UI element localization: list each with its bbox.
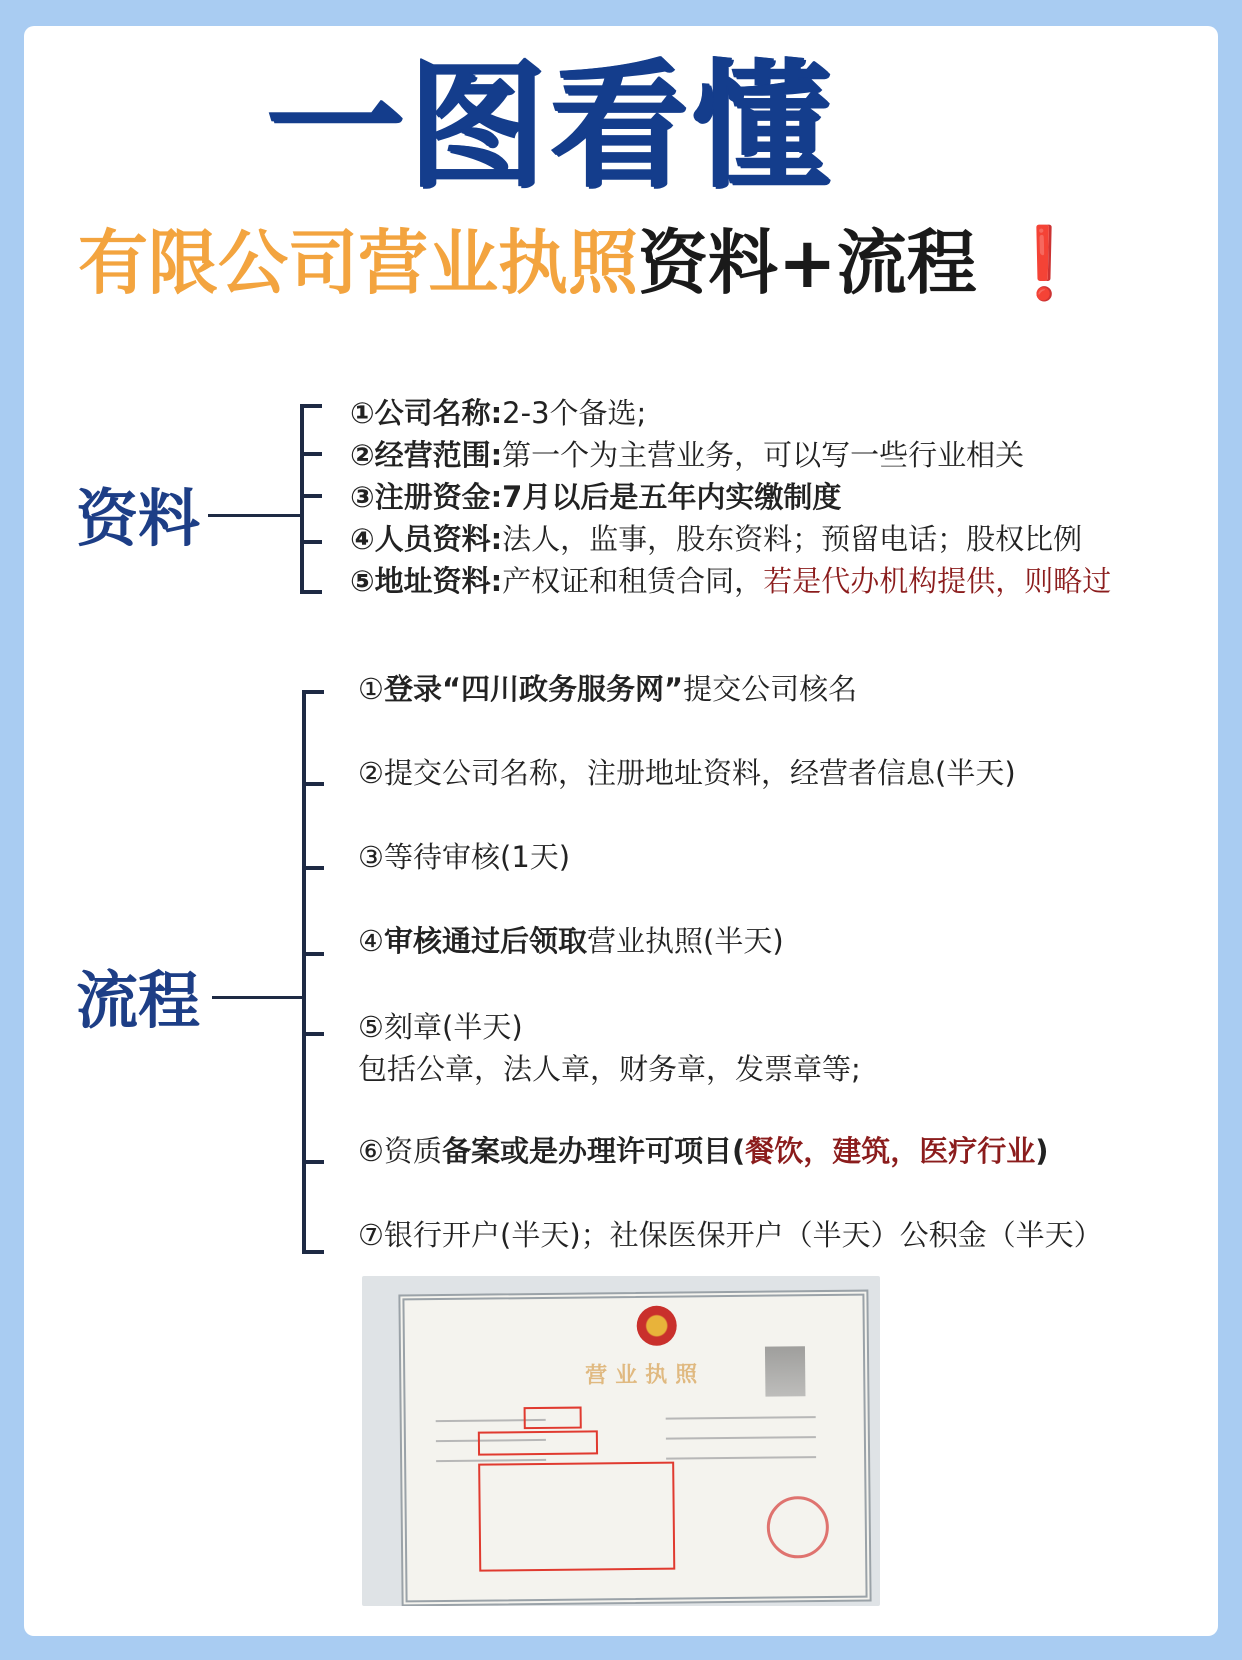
official-stamp — [767, 1496, 830, 1559]
process-step: ①登录“四川政务服务网”提交公司核名 — [358, 672, 858, 706]
materials-item: ④人员资料:法人，监事，股东资料；预留电话；股权比例 — [350, 522, 1083, 556]
process-step: ②提交公司名称，注册地址资料，经营者信息(半天) — [358, 756, 1016, 790]
materials-item: ①公司名称:2-3个备选; — [350, 396, 647, 430]
materials-bracket — [300, 404, 304, 594]
highlight-box — [524, 1407, 582, 1430]
license-title: 营业执照 — [585, 1362, 706, 1389]
process-tick — [302, 782, 324, 786]
process-tick — [302, 690, 324, 694]
process-step: ③等待审核(1天) — [358, 840, 571, 874]
license-paper — [398, 1290, 871, 1606]
process-step: ⑦银行开户(半天)；社保医保开户（半天）公积金（半天） — [358, 1218, 1103, 1252]
materials-item: ②经营范围:第一个为主营业务，可以写一些行业相关 — [350, 438, 1025, 472]
highlight-box — [478, 1430, 598, 1455]
materials-item: ③注册资金:7月以后是五年内实缴制度 — [350, 480, 842, 514]
highlight-box — [478, 1462, 675, 1572]
process-step: ④审核通过后领取营业执照(半天) — [358, 924, 784, 958]
process-step-detail: 包括公章，法人章，财务章，发票章等; — [358, 1052, 861, 1086]
national-emblem-icon — [637, 1306, 677, 1346]
process-tick — [302, 866, 324, 870]
materials-item: ⑤地址资料:产权证和租赁合同，若是代办机构提供，则略过 — [350, 564, 1112, 598]
materials-tick — [300, 404, 322, 408]
process-step: ⑤刻章(半天) — [358, 1010, 523, 1044]
materials-tick — [300, 540, 322, 544]
exclamation-icon: ❗ — [1000, 222, 1088, 304]
sub-title — [78, 222, 1088, 304]
materials-tick — [300, 452, 322, 456]
materials-tick — [300, 590, 322, 594]
process-bracket — [302, 690, 306, 1254]
materials-label: 资料 — [76, 482, 201, 555]
materials-connector — [208, 514, 300, 517]
process-tick — [302, 952, 324, 956]
sub-title-orange: 有限公司营业执照 — [78, 222, 638, 304]
process-tick — [302, 1032, 324, 1036]
main-title: 一图看懂 — [266, 46, 835, 207]
process-step: ⑥资质备案或是办理许可项目(餐饮，建筑，医疗行业) — [358, 1134, 1049, 1168]
business-license-photo — [362, 1276, 880, 1606]
qr-code-blur — [765, 1346, 806, 1396]
process-tick — [302, 1250, 324, 1254]
process-label: 流程 — [76, 964, 201, 1037]
sub-title-black: 资料+流程 — [638, 222, 977, 304]
process-tick — [302, 1160, 324, 1164]
process-connector — [212, 996, 304, 999]
materials-tick — [300, 494, 322, 498]
